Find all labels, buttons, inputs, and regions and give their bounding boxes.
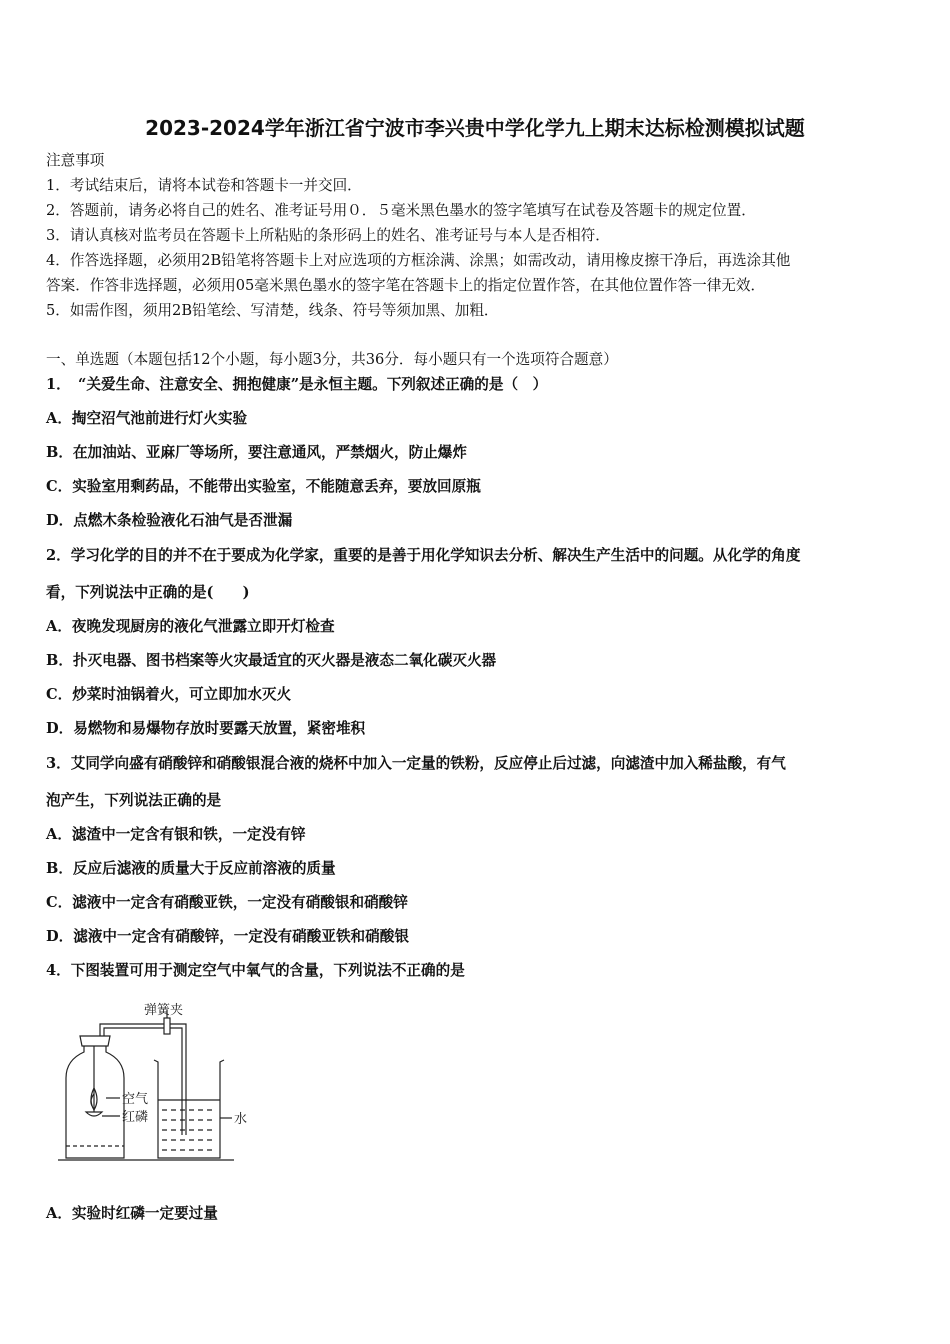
- question-2-stem: 看，下列说法中正确的是( ): [46, 584, 250, 601]
- question-4-stem: 4．下图装置可用于测定空气中氧气的含量，下列说法不正确的是: [46, 962, 465, 979]
- question-3-stem: 泡产生，下列说法正确的是: [46, 792, 222, 809]
- question-2-option-a: A．夜晚发现厨房的液化气泄露立即开灯检查: [46, 618, 335, 635]
- bottle-outline: [66, 1044, 124, 1158]
- beaker-water-hatching: [162, 1110, 216, 1150]
- apparatus-figure: [56, 1000, 266, 1170]
- question-2-stem: 2．学习化学的目的并不在于要成为化学家，重要的是善于用化学知识去分析、解决生产生活中的问题。从化学的角度: [46, 547, 801, 564]
- question-3-option-c: C．滤液中一定含有硝酸亚铁，一定没有硝酸银和硝酸锌: [46, 894, 408, 911]
- question-2-option-b: B．扑灭电器、图书档案等火灾最适宜的灭火器是液态二氧化碳灭火器: [46, 652, 497, 669]
- spring-clamp: [164, 1018, 170, 1034]
- question-1-option-c: C．实验室用剩药品，不能带出实验室，不能随意丢弃，要放回原瓶: [46, 478, 481, 495]
- question-3-stem: 3．艾同学向盛有硝酸锌和硝酸银混合液的烧杯中加入一定量的铁粉，反应停止后过滤，向滤渣中加入稀盐酸，有气: [46, 755, 786, 772]
- phosphorus-label: 红磷: [122, 1110, 149, 1125]
- notice-item: 1．考试结束后，请将本试卷和答题卡一并交回．: [46, 177, 362, 194]
- notice-item: 2．答题前，请务必将自己的姓名、准考证号用０．５毫米黑色墨水的签字笔填写在试卷及答题卡的规定位置．: [46, 202, 756, 219]
- question-1-stem: 1． “关爱生命、注意安全、拥抱健康”是永恒主题。下列叙述正确的是（ ）: [46, 376, 548, 393]
- question-2-option-d: D．易燃物和易爆物存放时要露天放置，紧密堆积: [46, 720, 366, 737]
- question-4-option-a: A．实验时红磷一定要过量: [46, 1205, 218, 1222]
- question-2-option-c: C．炒菜时油锅着火，可立即加水灭火: [46, 686, 292, 703]
- beaker-outline: [154, 1060, 224, 1158]
- question-3-option-d: D．滤液中一定含有硝酸锌，一定没有硝酸亚铁和硝酸银: [46, 928, 409, 945]
- question-3-option-a: A．滤渣中一定含有银和铁，一定没有锌: [46, 826, 306, 843]
- notice-item: 4．作答选择题，必须用2B铅笔将答题卡上对应选项的方框涂满、涂黑；如需改动，请用橡皮擦干净后，再选涂其他: [46, 252, 791, 269]
- air-label: 空气: [122, 1092, 149, 1107]
- section-heading: 一、单选题（本题包括12个小题，每小题3分，共36分．每小题只有一个选项符合题意）: [46, 351, 618, 368]
- question-3-option-b: B．反应后滤液的质量大于反应前溶液的质量: [46, 860, 336, 877]
- clamp-label: 弹簧夹: [144, 1003, 184, 1018]
- notice-item: 3．请认真核对监考员在答题卡上所粘贴的条形码上的姓名、准考证号与本人是否相符．: [46, 227, 610, 244]
- notice-item: 5．如需作图，须用2B铅笔绘、写清楚，线条、符号等须加黑、加粗．: [46, 302, 499, 319]
- notice-item: 答案．作答非选择题，必须用05毫米黑色墨水的签字笔在答题卡上的指定位置作答，在其他位置作答一律无效．: [46, 277, 766, 294]
- notice-heading: 注意事项: [46, 152, 105, 169]
- stopper: [80, 1036, 110, 1046]
- water-label: 水: [234, 1112, 248, 1127]
- question-1-option-a: A．掏空沼气池前进行灯火实验: [46, 410, 248, 427]
- question-1-option-d: D．点燃木条检验液化石油气是否泄漏: [46, 512, 293, 529]
- page-title: 2023-2024学年浙江省宁波市李兴贵中学化学九上期末达标检测模拟试题: [145, 116, 805, 140]
- spoon-bowl: [86, 1112, 102, 1116]
- question-1-option-b: B．在加油站、亚麻厂等场所，要注意通风，严禁烟火，防止爆炸: [46, 444, 467, 461]
